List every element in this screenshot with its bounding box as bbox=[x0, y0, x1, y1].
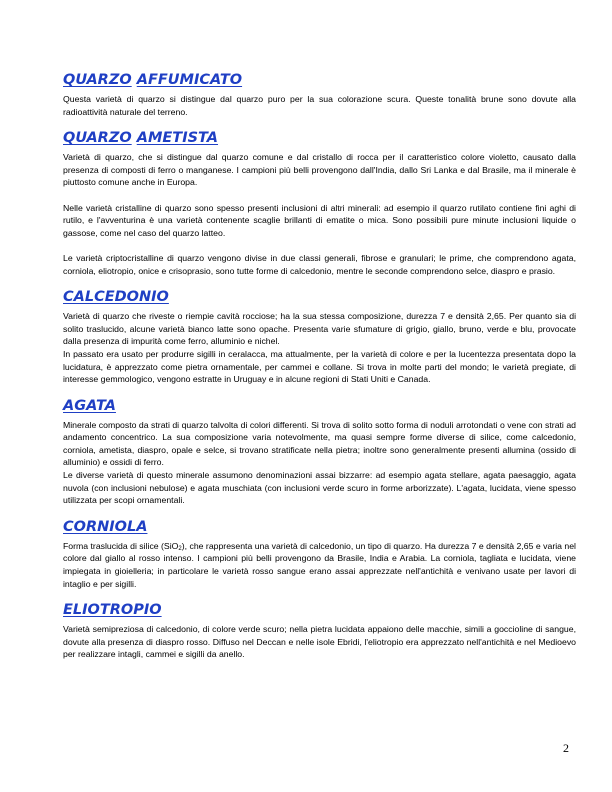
paragraph: Le varietà criptocristalline di quarzo vengono divise in due classi generali, fibrose e granulari; le prime, che comprendono agata, corniola, eliotropio, onice e crisoprasio, sono tutte forme di calcedonio, mentre le seconde comprendono selce, diaspro e prasio. bbox=[63, 252, 576, 276]
paragraph: Forma traslucida di silice (SiO$_2$), che rappresenta una varietà di calcedonio, un tipo di quarzo. Ha durezza 7 e densità 2,65 e varia nel colore dal giallo al rosso intenso. I campioni più belli provengono da Brasile, India e Arabia. La corniola, tagliata e lucidata, viene impiegata in gioielleria; in particolare le varietà rosso sangue erano assai apprezzate nell'antichità e venivano usate per lavori di intaglio e per sigilli. bbox=[63, 540, 576, 589]
paragraph: Questa varietà di quarzo si distingue dal quarzo puro per la sua colorazione scura. Queste tonalità brune sono dovute alla radioattività naturale del terreno. bbox=[63, 94, 576, 117]
section-quarzo-affumicato bbox=[63, 70, 576, 118]
section-corniola bbox=[63, 517, 576, 590]
section-eliotropio bbox=[63, 600, 576, 661]
paragraph: In passato era usato per produrre sigilli in ceralacca, ma attualmente, per la varietà di colore e per la lucentezza presentata dopo la lucidatura, è apprezzato come pietra ornamentale, per cammei e collane. Si trova in molte parti del mondo; le varietà pregiate, di interesse gemmologico, vengono estratte in Uruguay e in alcune regioni di Stati Uniti e Canada. bbox=[63, 348, 576, 385]
section-heading: AGATA bbox=[63, 397, 116, 414]
section-calcedonio bbox=[63, 287, 576, 386]
document-page bbox=[63, 70, 576, 671]
paragraph: Varietà semipreziosa di calcedonio, di colore verde scuro; nella pietra lucidata appaiono delle macchie, simili a goccioline di sangue, dovute alla presenza di diaspro rosso. Diffuso nel Deccan e nelle isole Ebridi, l'eliotropio era apprezzato nell'antichità e nel Medioevo per realizzare intagli, cammei e sigilli da anello. bbox=[63, 624, 576, 660]
section-agata bbox=[63, 396, 576, 507]
section-heading: QUARZO AMETISTA bbox=[63, 130, 219, 147]
paragraph: Minerale composto da strati di quarzo talvolta di colori differenti. Si trova di solito sotto forma di noduli arrotondati o vene con strati ad andamento concentrico. La sua composizione varia notevolmente, ma quasi sempre forme diverse di silice, come calcedonio, corniola, ametista, diaspro, opale e selce, si trovano stratificate nella pietra; inoltre sono generalmente presenti allumina (ossido di alluminio) e ossidi di ferro. bbox=[63, 419, 576, 468]
section-heading: CORNIOLA bbox=[63, 518, 148, 535]
section-heading: QUARZO AFFUMICATO bbox=[63, 72, 243, 88]
page-number: 2 bbox=[563, 741, 569, 755]
paragraph: Le diverse varietà di questo minerale assumono denominazioni assai bizzarre: ad esempio agata stellare, agata paesaggio, agata nuvola (con inclusioni nebulose) e agata muschiata (con inclusioni verde scuro in forme arborizzate). L'agata, lucidata, viene spesso utilizzata per scopi ornamentali. bbox=[63, 470, 576, 506]
paragraph: Nelle varietà cristalline di quarzo sono spesso presenti inclusioni di altri minerali: ad esempio il quarzo rutilato contiene fini aghi di rutilo, e l'avventurina è una varietà contenente scaglie brillanti di ematite o mica. Sono possibili pure minute inclusioni liquide o gassose, come nel caso del quarzo latteo. bbox=[63, 202, 576, 238]
paragraph: Varietà di quarzo, che si distingue dal quarzo comune e dal cristallo di rocca per il caratteristico colore violetto, causato dalla presenza di composti di ferro o manganese. I campioni più belli provengono dall'India, dallo Sri Lanka e dal Brasile, ma il minerale è piuttosto comune anche in Europa. bbox=[63, 152, 576, 188]
paragraph: Varietà di quarzo che riveste o riempie cavità rocciose; ha la sua stessa composizione, durezza 7 e densità 2,65. Per quanto sia di solito traslucido, alcune varietà bianco latte sono opache. Presenta varie sfumature di grigio, giallo, bruno, verde e blu, provocate dalla presenza di impurità come ferro, alluminio e nichel. bbox=[63, 311, 576, 347]
section-heading: CALCEDONIO bbox=[63, 289, 169, 306]
section-heading: ELIOTROPIO bbox=[63, 602, 162, 619]
section-quarzo-ametista bbox=[63, 128, 576, 277]
